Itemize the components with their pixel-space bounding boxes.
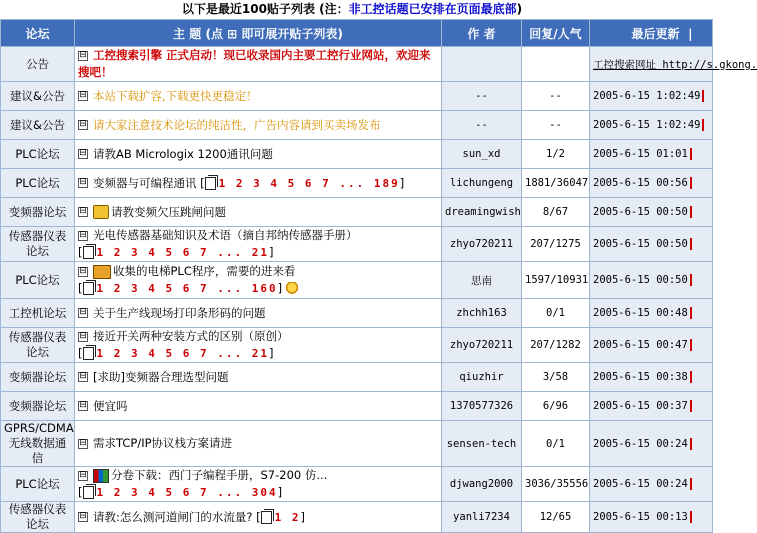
thread-list-table [0, 19, 757, 533]
thread-title-cell [75, 111, 442, 140]
forum-name[interactable]: 建议&公告 [1, 82, 75, 111]
last-update-cell [590, 227, 713, 262]
reply-count: -- [522, 111, 590, 140]
expand-toggle-icon[interactable]: ⊟ [79, 330, 87, 341]
multipage-icon [83, 486, 94, 499]
thread-face-icon [93, 205, 109, 219]
table-row [1, 392, 713, 421]
thread-title-cell [75, 299, 442, 328]
expand-toggle-icon[interactable]: ⊟ [79, 229, 87, 240]
last-update-cell [590, 140, 713, 169]
medal-icon [286, 282, 298, 296]
col-forum-header: 论坛 [1, 20, 75, 47]
banner-prefix: 以下是最近100贴子列表 (注： [181, 2, 349, 16]
table-row [1, 47, 713, 82]
thread-title-cell [75, 198, 442, 227]
last-update-cell [590, 299, 713, 328]
page-numbers[interactable]: 1 2 3 4 5 6 7 ... 304 [96, 486, 278, 499]
thread-title[interactable]: [求助]变频器合理选型问题 [93, 369, 229, 384]
thread-title[interactable]: 关于生产线现场打印条形码的问题 [93, 305, 266, 320]
expand-toggle-icon[interactable]: ⊟ [79, 511, 87, 521]
table-header [1, 20, 713, 47]
thread-title-cell [75, 262, 442, 299]
expand-toggle-icon[interactable]: ⊟ [79, 400, 87, 410]
forum-name[interactable]: PLC论坛 [1, 467, 75, 502]
last-update-time: 2005-6-15 00:50 [593, 238, 688, 250]
thread-title[interactable]: 请大家注意技术论坛的纯洁性，广告内容请到买卖场发布 [93, 117, 381, 132]
table-row [1, 169, 713, 198]
col-title-header: 主 题 (点 ⊞ 即可展开贴子列表) [75, 20, 442, 47]
thread-rows [1, 47, 757, 533]
reply-count: 3/58 [522, 363, 590, 392]
last-update-time: 2005-6-15 00:47 [593, 339, 688, 351]
thread-title[interactable]: 请教变频欠压跳闸问题 [111, 204, 226, 219]
expand-toggle-icon[interactable]: ⊟ [79, 437, 87, 448]
forum-name[interactable]: 工控机论坛 [1, 299, 75, 328]
last-update-time: 2005-6-15 1:02:49 [593, 119, 701, 131]
thread-author[interactable]: 思南 [442, 262, 522, 299]
last-update-cell [590, 328, 713, 363]
table-row [1, 82, 713, 111]
forum-name[interactable]: 传感器仪表论坛 [1, 328, 75, 363]
row-marker [690, 339, 692, 351]
last-update-cell [590, 111, 713, 140]
expand-toggle-icon[interactable]: ⊟ [79, 49, 87, 60]
page-links: [ 1 2 3 4 5 6 7 ... 21] [78, 245, 274, 259]
thread-title-cell [75, 140, 442, 169]
row-marker [690, 238, 692, 250]
reply-count: 207/1275 [522, 227, 590, 262]
last-update-cell [590, 82, 713, 111]
last-update-time: 2005-6-15 00:24 [593, 437, 688, 450]
page-links: [ 1 2 3 4 5 6 7 ... 304] [78, 485, 283, 499]
page-numbers[interactable]: 1 2 3 4 5 6 7 ... 21 [96, 347, 269, 360]
thread-title[interactable]: 光电传感器基础知识及术语（摘自邦纳传感器手册） [93, 228, 358, 242]
forum-name[interactable]: 变频器论坛 [1, 392, 75, 421]
thread-title-cell [75, 363, 442, 392]
row-marker [690, 274, 692, 286]
expand-toggle-icon[interactable]: ⊟ [79, 265, 87, 276]
row-marker [690, 511, 692, 523]
row-marker [690, 371, 692, 383]
thread-author[interactable] [442, 47, 522, 82]
table-row [1, 227, 713, 262]
table-row [1, 502, 713, 533]
page-links: [ 1 2 3 4 5 6 7 ... 160] [78, 281, 283, 295]
expand-toggle-icon[interactable]: ⊟ [79, 148, 87, 158]
last-update-cell [590, 169, 713, 198]
thread-author[interactable]: sensen-tech [442, 421, 522, 467]
forum-name[interactable]: PLC论坛 [1, 140, 75, 169]
thread-author[interactable]: lichungeng [442, 169, 522, 198]
last-update-cell [590, 198, 713, 227]
last-update-time: 2005-6-15 00:50 [593, 274, 688, 286]
thread-author[interactable]: -- [442, 111, 522, 140]
thread-title-cell [75, 421, 442, 467]
last-update-time: 2005-6-15 00:48 [593, 307, 688, 319]
row-marker [702, 119, 704, 131]
forum-name[interactable]: 传感器仪表论坛 [1, 502, 75, 533]
thread-title-cell [75, 82, 442, 111]
thread-author[interactable]: yanli7234 [442, 502, 522, 533]
thread-author[interactable]: djwang2000 [442, 467, 522, 502]
reply-count: 1597/10931 [522, 262, 590, 299]
multipage-icon [83, 246, 94, 259]
thread-author[interactable]: qiuzhir [442, 363, 522, 392]
last-update-cell [590, 421, 713, 467]
table-row [1, 198, 713, 227]
thread-title-cell [75, 392, 442, 421]
thread-title[interactable]: 分卷下载：西门子编程手册，S7-200 仿... [111, 468, 328, 482]
reply-count: 8/67 [522, 198, 590, 227]
col-author-header: 作 者 [442, 20, 522, 47]
table-row [1, 111, 713, 140]
table-row [1, 299, 713, 328]
forum-name[interactable]: 变频器论坛 [1, 198, 75, 227]
thread-title[interactable]: 需求TCP/IP协议栈方案请进 [93, 436, 233, 450]
row-marker [690, 307, 692, 319]
col-reply-header: 回复/人气 [522, 20, 590, 47]
multipage-icon [83, 347, 94, 360]
forum-name[interactable]: 传感器仪表论坛 [1, 227, 75, 262]
last-update-cell [590, 262, 713, 299]
table-row [1, 140, 713, 169]
thread-title-cell [75, 47, 442, 82]
thread-author[interactable]: 1370577326 [442, 392, 522, 421]
forum-name[interactable]: GPRS/CDMA无线数据通信 [1, 421, 75, 467]
row-marker [690, 400, 692, 412]
thread-title-cell [75, 467, 442, 502]
thread-title[interactable]: 收集的电梯PLC程序，需要的进来看 [113, 264, 296, 278]
last-update-time: 2005-6-15 00:24 [593, 478, 688, 490]
multipage-icon [261, 511, 272, 524]
page-links: [ 1 2 3 4 5 6 7 ... 21] [78, 346, 274, 360]
reply-count [522, 47, 590, 82]
expand-toggle-icon[interactable]: ⊟ [79, 119, 87, 129]
multipage-icon [83, 282, 94, 295]
row-marker [690, 148, 692, 160]
expand-toggle-icon[interactable]: ⊟ [79, 206, 87, 216]
thread-author[interactable]: dreamingwish [442, 198, 522, 227]
reply-count: 1881/36047 [522, 169, 590, 198]
reply-count: 0/1 [522, 299, 590, 328]
table-row [1, 421, 713, 467]
thread-title[interactable]: 便宜吗 [93, 398, 128, 413]
last-update-time: 2005-6-15 1:02:49 [593, 90, 701, 102]
forum-name[interactable]: 变频器论坛 [1, 363, 75, 392]
forum-name[interactable]: PLC论坛 [1, 169, 75, 198]
thread-title-cell [75, 502, 442, 533]
row-marker [690, 478, 692, 490]
thread-title-cell [75, 169, 442, 198]
search-url-link[interactable]: 工控搜索网址 http://s.gkong. [593, 58, 757, 71]
last-update-cell [590, 392, 713, 421]
thread-image-icon [93, 265, 111, 279]
reply-count: 1/2 [522, 140, 590, 169]
thread-title[interactable]: 本站下载扩容,下载更快更稳定！ [93, 88, 258, 103]
row-marker [702, 90, 704, 102]
forum-name[interactable]: 公告 [1, 47, 75, 82]
last-update-cell [590, 47, 757, 82]
forum-name[interactable]: 建议&公告 [1, 111, 75, 140]
row-marker [690, 206, 692, 218]
last-update-time: 2005-6-15 00:56 [593, 177, 688, 189]
table-row [1, 328, 713, 363]
last-update-time: 2005-6-15 00:38 [593, 371, 688, 383]
page-numbers[interactable]: 1 2 3 4 5 6 7 ... 160 [96, 282, 278, 295]
thread-title[interactable]: 变频器与可编程通讯 [93, 175, 197, 190]
thread-title[interactable]: 工控搜索引擎 正式启动！现已收录国内主要工控行业网站，欢迎来搜吧！ [78, 48, 431, 79]
reply-count: 12/65 [522, 502, 590, 533]
thread-title-cell [75, 227, 442, 262]
row-marker [690, 177, 692, 189]
reply-count: -- [522, 82, 590, 111]
multipage-icon [205, 177, 216, 190]
forum-name[interactable]: PLC论坛 [1, 262, 75, 299]
last-update-cell [590, 467, 713, 502]
page-numbers[interactable]: 1 2 3 4 5 6 7 ... 189 [218, 176, 400, 190]
table-row [1, 262, 713, 299]
thread-author[interactable]: zhyo720211 [442, 227, 522, 262]
expand-toggle-icon[interactable]: ⊟ [79, 371, 87, 381]
reply-count: 3036/35556 [522, 467, 590, 502]
thread-title-cell [75, 328, 442, 363]
last-update-cell [590, 363, 713, 392]
thread-title[interactable]: 请教AB Micrologix 1200通讯问题 [93, 146, 273, 161]
last-update-time: 2005-6-15 00:50 [593, 206, 688, 218]
last-update-cell [590, 502, 713, 533]
page-numbers[interactable]: 1 2 3 4 5 6 7 ... 21 [96, 246, 269, 259]
page-links: [ 1 2 3 4 5 6 7 ... 189] [200, 175, 405, 190]
col-last-header: 最后更新 | [590, 20, 713, 47]
page-banner [0, 0, 704, 19]
reply-count: 6/96 [522, 392, 590, 421]
thread-author[interactable]: zhyo720211 [442, 328, 522, 363]
last-update-time: 2005-6-15 01:01 [593, 148, 688, 160]
banner-note-link[interactable]: 非工控话题已安排在页面最底部 [348, 2, 517, 16]
reply-count: 0/1 [522, 421, 590, 467]
thread-title[interactable]: 接近开关两种安装方式的区别（原创） [93, 329, 289, 343]
expand-toggle-icon[interactable]: ⊟ [79, 177, 87, 187]
reply-count: 207/1282 [522, 328, 590, 363]
thread-author[interactable]: -- [442, 82, 522, 111]
page-numbers[interactable]: 1 2 [274, 510, 301, 524]
thread-author[interactable]: sun_xd [442, 140, 522, 169]
last-update-time: 2005-6-15 00:13 [593, 511, 688, 523]
thread-author[interactable]: zhchh163 [442, 299, 522, 328]
table-row [1, 363, 713, 392]
table-row [1, 467, 713, 502]
expand-toggle-icon[interactable]: ⊟ [79, 307, 87, 317]
thread-title[interactable]: 请教:怎么测河道闸门的水流量? [93, 509, 253, 524]
banner-suffix: ) [516, 2, 523, 16]
expand-toggle-icon[interactable]: ⊟ [79, 90, 87, 100]
last-update-time: 2005-6-15 00:37 [593, 400, 688, 412]
expand-toggle-icon[interactable]: ⊟ [79, 469, 87, 480]
row-marker [690, 438, 692, 450]
thread-books-icon [93, 469, 109, 483]
page-links: [ 1 2] [256, 509, 306, 524]
